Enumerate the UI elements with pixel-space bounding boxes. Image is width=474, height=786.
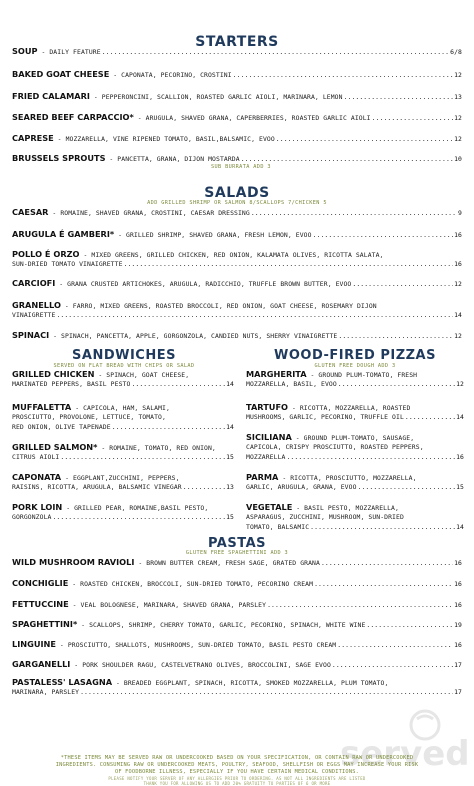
item-desc: - BROWN BUTTER CREAM, FRESH SAGE, GRATED GRANA [134, 559, 320, 567]
item-desc: - CAPONATA, PECORINO, CROSTINI [109, 71, 232, 79]
disclaimer-line: *THESE ITEMS MAY BE SERVED RAW OR UNDERCOOKED BASED ON YOUR SPECIFICATION, OR CONTAIN RAW OR UNDERCOOKED [60, 755, 414, 761]
item-desc-line2: CAPICOLA, CRISPY PROSCIUTTO, ROASTED PEPPERS, [246, 443, 424, 452]
item-price: 14 [456, 413, 464, 422]
item-price: 9 [458, 209, 462, 217]
item-desc-line2: CITRUS AIOLI [12, 453, 60, 462]
item-name: CARCIOFI [12, 278, 56, 288]
item-name: PASTALESS' LASAGNA [12, 677, 113, 687]
item-name: FRIED CALAMARI [12, 91, 90, 101]
item-name: WILD MUSHROOM RAVIOLI [12, 557, 135, 567]
item-desc: - FARRO, MIXED GREENS, ROASTED BROCCOLI, RED ONION, GOAT CHEESE, ROSEMARY DIJON [60, 302, 377, 310]
menu-item [246, 370, 464, 390]
item-desc: - ROMAINE, SHAVED GRANA, CROSTINI, CAESAR DRESSING [48, 209, 250, 217]
item-price: 12 [454, 135, 462, 143]
leader-dots [314, 580, 453, 589]
item-name: GRANELLO [12, 300, 61, 310]
pizzas-note: GLUTEN FREE DOUGH ADD 3 [314, 363, 396, 369]
item-desc-line3: MOZZARELLA [246, 452, 286, 461]
item-desc-line2: GARLIC, ARUGULA, GRANA, EVOO [246, 483, 357, 492]
item-price: 12 [454, 332, 462, 340]
menu-item [246, 473, 464, 493]
item-name: MUFFALETTA [12, 402, 72, 412]
item-price: 12 [454, 71, 462, 79]
leader-dots [112, 423, 225, 432]
sandwiches-title: SANDWICHES [72, 348, 176, 363]
menu-item [12, 558, 462, 568]
leader-dots [321, 559, 453, 568]
item-desc: - EGGPLANT,ZUCCHINI, PEPPERS, [61, 474, 180, 482]
item-desc: - SPINACH, PANCETTA, APPLE, GORGONZOLA, CANDIED NUTS, SHERRY VINAIGRETTE [49, 332, 338, 340]
item-price: 14 [226, 422, 234, 431]
item-price: 6/8 [450, 48, 462, 56]
item-price: 15 [226, 513, 234, 522]
item-desc-line2: ASPARAGUS, ZUCCHINI, MUSHROOM, SUN-DRIED [246, 513, 404, 522]
item-desc-line2: MOZZARELLA, BASIL, EVOO [246, 380, 337, 389]
leader-dots [286, 453, 455, 462]
item-name: CONCHIGLIE [12, 578, 69, 588]
item-desc-line2: PROSCIUTTO, PROVOLONE, LETTUCE, TOMATO, [12, 413, 166, 422]
pastas-note: GLUTEN FREE SPAGHETTINI ADD 3 [185, 550, 289, 556]
leader-dots [80, 688, 453, 697]
item-desc: - CAPICOLA, HAM, SALAMI, [71, 404, 170, 412]
leader-dots [366, 621, 453, 630]
item-desc: - GRILLED SHRIMP, SHAVED GRANA, FRESH LEMON, EVOO [114, 231, 312, 239]
item-price: 10 [454, 155, 462, 163]
sandwiches-note: SERVED ON FLAT BREAD WITH CHIPS OR SALAD [53, 363, 195, 369]
item-name: GARGANELLI [12, 659, 71, 669]
menu-item [246, 503, 464, 532]
leader-dots [267, 601, 453, 610]
menu-item [12, 473, 234, 493]
leader-dots [310, 523, 455, 532]
menu-item [12, 208, 462, 218]
leader-dots [233, 71, 453, 80]
item-name: SPINACI [12, 330, 50, 340]
leader-dots [241, 155, 453, 164]
menu-item [12, 230, 462, 240]
item-price: 14 [454, 311, 462, 320]
item-name: LINGUINE [12, 639, 56, 649]
item-price: 16 [454, 580, 462, 588]
disclaimer-footer [10, 755, 464, 786]
leader-dots [338, 332, 453, 341]
menu-item [12, 154, 462, 164]
item-desc: - DAILY FEATURE [37, 48, 101, 56]
item-name: TARTUFO [246, 402, 289, 412]
burrata-note: SUB BURRATA ADD 3 [211, 164, 271, 170]
item-desc: - SCALLOPS, SHRIMP, CHERRY TOMATO, GARLIC, PECORINO, SPINACH, WHITE WINE [77, 621, 366, 629]
item-desc: - PORK SHOULDER RAGU, CASTELVETRANO OLIVES, BROCCOLINI, SAGE EVOO [70, 661, 331, 669]
leader-dots [352, 280, 453, 289]
item-desc-line2: VINAIGRETTE [12, 311, 56, 320]
item-desc: - GROUND PLUM-TOMATO, SAUSAGE, [291, 434, 415, 442]
item-price: 16 [454, 641, 462, 649]
item-desc: - ROMAINE, TOMATO, RED ONION, [97, 444, 216, 452]
item-price: 15 [456, 483, 464, 492]
item-desc: - BASIL PESTO, MOZZARELLA, [292, 504, 399, 512]
item-name: BRUSSELS SPROUTS [12, 153, 106, 163]
leader-dots [56, 311, 453, 320]
item-name: GRILLED SALMON* [12, 442, 98, 452]
item-desc: - RICOTTA, PROSCIUTTO, MOZZARELLA, [278, 474, 417, 482]
item-price: 15 [226, 453, 234, 462]
item-desc-line2: GORGONZOLA [12, 513, 52, 522]
item-name: POLLO É ORZO [12, 249, 80, 259]
disclaimer-line: INGREDIENTS. CONSUMING RAW OR UNDERCOOKED MEATS, POULTRY, SEAFOOD, SHELLFISH OR EGGS MAY INCREASE YOUR RISK [55, 762, 419, 768]
leader-dots [131, 380, 225, 389]
leader-dots [338, 380, 455, 389]
item-price: 14 [226, 380, 234, 389]
menu-item [12, 660, 462, 670]
item-price: 19 [454, 621, 462, 629]
menu-item [12, 113, 462, 123]
item-price: 14 [456, 522, 464, 531]
item-desc: - PEPPERONCINI, SCALLION, ROASTED GARLIC AIOLI, MARINARA, LEMON [89, 93, 343, 101]
starters-title: STARTERS [195, 34, 279, 50]
item-desc-line3: RED ONION, OLIVE TAPENADE [12, 422, 111, 431]
menu-item [12, 92, 462, 102]
leader-dots [276, 135, 453, 144]
leader-dots [344, 93, 454, 102]
menu-item [12, 678, 462, 698]
pizzas-title: WOOD-FIRED PIZZAS [274, 348, 436, 363]
item-name: SPAGHETTINI* [12, 619, 78, 629]
item-price: 17 [454, 688, 462, 697]
item-price: 13 [226, 483, 234, 492]
menu-item [12, 620, 462, 630]
watermark-text: served [340, 734, 470, 774]
menu-item [12, 47, 462, 57]
menu-item [12, 370, 234, 390]
item-desc-line2: RAISINS, RICOTTA, ARUGULA, BALSAMIC VINEGAR [12, 483, 182, 492]
leader-dots [372, 114, 453, 123]
item-name: SOUP [12, 46, 38, 56]
item-desc: - PROSCIUTTO, SHALLOTS, MUSHROOMS, SUN-DRIED TOMATO, BASIL PESTO CREAM [55, 641, 337, 649]
salads-title: SALADS [204, 185, 270, 201]
item-desc: - BREADED EGGPLANT, SPINACH, RICOTTA, SMOKED MOZZARELLA, PLUM TOMATO, [112, 679, 389, 687]
item-name: MARGHERITA [246, 369, 307, 379]
leader-dots [313, 231, 454, 240]
leader-dots [405, 413, 455, 422]
disclaimer-line: OF FOODBORNE ILLNESS, ESPECIALLY IF YOU HAVE CERTAIN MEDICAL CONDITIONS. [114, 769, 359, 775]
item-name: CAPONATA [12, 472, 62, 482]
item-name: VEGETALE [246, 502, 293, 512]
menu-item [12, 250, 462, 270]
item-name: ARUGULA É GAMBERI* [12, 229, 115, 239]
item-desc: - MOZZARELLA, VINE RIPENED TOMATO, BASIL,BALSAMIC, EVOO [53, 135, 275, 143]
item-price: 16 [454, 260, 462, 269]
item-desc: - GROUND PLUM-TOMATO, FRESH [306, 371, 418, 379]
item-name: CAPRESE [12, 133, 54, 143]
menu-item [246, 403, 464, 423]
menu-item [12, 403, 234, 432]
item-name: SEARED BEEF CARPACCIO* [12, 112, 134, 122]
item-desc: - GRANA CRUSTED ARTICHOKES, ARUGULA, RADICCHIO, TRUFFLE BROWN BUTTER, EVOO [55, 280, 352, 288]
leader-dots [183, 483, 225, 492]
item-name: SICILIANA [246, 432, 292, 442]
menu-item [12, 503, 234, 523]
item-price: 17 [454, 661, 462, 669]
item-desc: - VEAL BOLOGNESE, MARINARA, SHAVED GRANA, PARSLEY [68, 601, 267, 609]
item-desc-line2: SUN-DRIED TOMATO VINAIGRETTE [12, 260, 123, 269]
menu-item [12, 134, 462, 144]
menu-item [12, 600, 462, 610]
menu-item [12, 70, 462, 80]
item-desc-line2: MARINATED PEPPERS, BASIL PESTO [12, 380, 131, 389]
allergy-note: PLEASE NOTIFY YOUR SERVER OF ANY ALLERGIES PRIOR TO ORDERING. AS NOT ALL INGREDIENTS ARE LISTED [108, 776, 366, 781]
item-price: 12 [456, 380, 464, 389]
item-name: BAKED GOAT CHEESE [12, 69, 110, 79]
item-desc: - GRILLED PEAR, ROMAINE,BASIL PESTO, [62, 504, 209, 512]
menu-item [12, 331, 462, 341]
item-desc: - SPINACH, GOAT CHEESE, [94, 371, 190, 379]
menu-item [12, 301, 462, 321]
pastas-title: PASTAS [207, 536, 267, 551]
item-name: PORK LOIN [12, 502, 63, 512]
item-desc-line2: MUSHROOMS, GARLIC, PECORINO, TRUFFLE OIL [246, 413, 404, 422]
leader-dots [102, 48, 449, 57]
leader-dots [358, 483, 456, 492]
item-price: 16 [456, 452, 464, 461]
item-price: 13 [454, 93, 462, 101]
gratuity-note: THANK YOU FOR ALLOWING US TO ADD 20% GRATUITY TO PARTIES OF 6 OR MORE [143, 781, 331, 786]
leader-dots [124, 260, 454, 269]
item-price: 12 [454, 114, 462, 122]
leader-dots [332, 661, 453, 670]
item-price: 16 [454, 601, 462, 609]
item-name: GRILLED CHICKEN [12, 369, 95, 379]
item-price: 12 [454, 280, 462, 288]
item-desc: - ARUGULA, SHAVED GRANA, CAPERBERRIES, ROASTED GARLIC AIOLI [133, 114, 371, 122]
leader-dots [60, 453, 225, 462]
item-name: PARMA [246, 472, 279, 482]
item-desc: - PANCETTA, GRANA, DIJON MOSTARDA [105, 155, 240, 163]
leader-dots [337, 641, 453, 650]
item-desc-line3: TOMATO, BALSAMIC [246, 522, 310, 531]
item-name: CAESAR [12, 207, 49, 217]
salads-note: ADD GRILLED SHRIMP OR SALMON 8/SCALLOPS 7/CHICKEN 5 [147, 200, 327, 206]
item-desc: - RICOTTA, MOZZARELLA, ROASTED [288, 404, 411, 412]
item-name: FETTUCCINE [12, 599, 69, 609]
menu-item [12, 279, 462, 289]
menu-item [12, 579, 462, 589]
menu-item [12, 640, 462, 650]
leader-dots [251, 209, 457, 218]
item-desc: - ROASTED CHICKEN, BROCCOLI, SUN-DRIED TOMATO, PECORINO CREAM [68, 580, 314, 588]
item-desc: - MIXED GREENS, GRILLED CHICKEN, RED ONION, KALAMATA OLIVES, RICOTTA SALATA, [79, 251, 384, 259]
item-price: 16 [454, 231, 462, 239]
menu-item [12, 443, 234, 463]
leader-dots [52, 513, 225, 522]
menu-item [246, 433, 464, 462]
item-price: 16 [454, 559, 462, 567]
item-desc-line2: MARINARA, PARSLEY [12, 688, 80, 697]
